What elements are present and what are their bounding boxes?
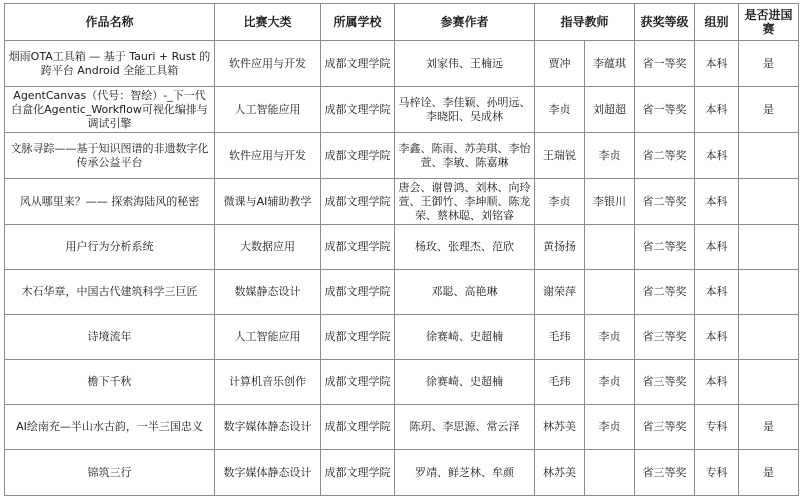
cell-group: 专科 [695, 450, 739, 496]
cell-school: 成都文理学院 [321, 87, 395, 133]
cell-work-name: 用户行为分析系统 [5, 225, 215, 270]
cell-advisor-1: 林苏美 [535, 450, 585, 496]
cell-group: 专科 [695, 405, 739, 450]
cell-category: 微课与AI辅助教学 [215, 179, 321, 225]
cell-authors: 刘家伟、王楠远 [395, 41, 535, 87]
cell-advisor-2: 刘超超 [585, 87, 635, 133]
cell-national [739, 360, 799, 405]
cell-advisor-2: 李贞 [585, 133, 635, 179]
cell-authors: 陈玥、李思源、常云泽 [395, 405, 535, 450]
header-group: 组别 [695, 4, 739, 41]
header-advisors: 指导教师 [535, 4, 635, 41]
cell-authors: 马梓诠、李佳颖、孙明远、李晓阳、吴成林 [395, 87, 535, 133]
cell-group: 本科 [695, 225, 739, 270]
cell-advisor-2 [585, 225, 635, 270]
awards-table [4, 3, 799, 496]
cell-category: 数字媒体静态设计 [215, 450, 321, 496]
cell-category: 人工智能应用 [215, 87, 321, 133]
cell-category: 计算机音乐创作 [215, 360, 321, 405]
cell-work-name: 木石华章，中国古代建筑科学三巨匠 [5, 270, 215, 315]
cell-school: 成都文理学院 [321, 225, 395, 270]
cell-national: 是 [739, 87, 799, 133]
cell-work-name: 诗境流年 [5, 315, 215, 360]
cell-advisor-2: 李贞 [585, 360, 635, 405]
cell-category: 软件应用与开发 [215, 133, 321, 179]
cell-advisor-1: 王瑞锐 [535, 133, 585, 179]
cell-category: 数字媒体静态设计 [215, 405, 321, 450]
table-row [5, 450, 799, 496]
cell-work-name: 锦筑三行 [5, 450, 215, 496]
cell-advisor-1: 林苏美 [535, 405, 585, 450]
cell-advisor-2: 李贞 [585, 405, 635, 450]
cell-school: 成都文理学院 [321, 179, 395, 225]
cell-advisor-1: 李贞 [535, 87, 585, 133]
cell-advisor-2 [585, 270, 635, 315]
cell-work-name: 烟雨OTA工具箱 — 基于 Tauri + Rust 的跨平台 Android 全能工具箱 [5, 41, 215, 87]
table-row [5, 41, 799, 87]
cell-national: 是 [739, 450, 799, 496]
cell-category: 软件应用与开发 [215, 41, 321, 87]
cell-group: 本科 [695, 133, 739, 179]
cell-work-name: 文脉寻踪——基于知识图谱的非遗数字化传承公益平台 [5, 133, 215, 179]
cell-group: 本科 [695, 87, 739, 133]
cell-award: 省二等奖 [635, 225, 695, 270]
cell-school: 成都文理学院 [321, 450, 395, 496]
cell-national [739, 225, 799, 270]
header-row [5, 4, 799, 41]
header-school: 所属学校 [321, 4, 395, 41]
table-row [5, 315, 799, 360]
cell-work-name: 风从哪里来？—— 探索海陆风的秘密 [5, 179, 215, 225]
cell-award: 省三等奖 [635, 315, 695, 360]
cell-national [739, 133, 799, 179]
header-national: 是否进国赛 [739, 4, 799, 41]
table-row [5, 360, 799, 405]
cell-award: 省二等奖 [635, 179, 695, 225]
cell-work-name: AgentCanvas（代号：智绘）-_下一代白盒化Agentic_Workflow可视化编排与调试引擎 [5, 87, 215, 133]
cell-school: 成都文理学院 [321, 270, 395, 315]
cell-award: 省三等奖 [635, 450, 695, 496]
cell-group: 本科 [695, 41, 739, 87]
cell-national [739, 179, 799, 225]
cell-national [739, 270, 799, 315]
cell-school: 成都文理学院 [321, 133, 395, 179]
cell-award: 省一等奖 [635, 87, 695, 133]
cell-category: 人工智能应用 [215, 315, 321, 360]
cell-advisor-1: 毛玮 [535, 315, 585, 360]
table-row [5, 270, 799, 315]
table-row [5, 179, 799, 225]
cell-category: 大数据应用 [215, 225, 321, 270]
cell-advisor-1: 谢荣萍 [535, 270, 585, 315]
cell-award: 省二等奖 [635, 270, 695, 315]
cell-authors: 杨玫、张理杰、范欣 [395, 225, 535, 270]
cell-group: 本科 [695, 360, 739, 405]
cell-award: 省二等奖 [635, 133, 695, 179]
cell-category: 数媒静态设计 [215, 270, 321, 315]
cell-advisor-1: 毛玮 [535, 360, 585, 405]
header-authors: 参赛作者 [395, 4, 535, 41]
cell-authors: 李鑫、陈雨、苏美琪、李怡萱、李敏、陈嘉琳 [395, 133, 535, 179]
cell-school: 成都文理学院 [321, 360, 395, 405]
cell-authors: 唐会、谢曾鸿、刘林、向玲萱、王御竹、李坤顺、陈龙荣、蔡林聪、刘铭睿 [395, 179, 535, 225]
cell-award: 省三等奖 [635, 360, 695, 405]
table-row [5, 133, 799, 179]
cell-advisor-2: 李银川 [585, 179, 635, 225]
cell-award: 省一等奖 [635, 41, 695, 87]
cell-work-name: AI绘南充—半山水古韵，一半三国忠义 [5, 405, 215, 450]
cell-national: 是 [739, 405, 799, 450]
cell-national [739, 315, 799, 360]
table-row [5, 225, 799, 270]
header-award: 获奖等级 [635, 4, 695, 41]
cell-school: 成都文理学院 [321, 405, 395, 450]
cell-group: 本科 [695, 315, 739, 360]
table-row [5, 87, 799, 133]
table-row [5, 405, 799, 450]
cell-advisor-1: 李贞 [535, 179, 585, 225]
cell-group: 本科 [695, 179, 739, 225]
cell-advisor-1: 黄扬扬 [535, 225, 585, 270]
cell-authors: 徐赛崎、史超楠 [395, 360, 535, 405]
header-category: 比赛大类 [215, 4, 321, 41]
cell-school: 成都文理学院 [321, 41, 395, 87]
cell-authors: 邓聪、高艳琳 [395, 270, 535, 315]
cell-group: 本科 [695, 270, 739, 315]
header-work-name: 作品名称 [5, 4, 215, 41]
cell-school: 成都文理学院 [321, 315, 395, 360]
cell-advisor-2 [585, 450, 635, 496]
cell-award: 省三等奖 [635, 405, 695, 450]
cell-authors: 罗靖、鲜芝林、牟颜 [395, 450, 535, 496]
cell-work-name: 檐下千秋 [5, 360, 215, 405]
cell-advisor-1: 贾冲 [535, 41, 585, 87]
cell-national: 是 [739, 41, 799, 87]
cell-authors: 徐赛崎、史超楠 [395, 315, 535, 360]
cell-advisor-2: 李贞 [585, 315, 635, 360]
cell-advisor-2: 李蕴琪 [585, 41, 635, 87]
